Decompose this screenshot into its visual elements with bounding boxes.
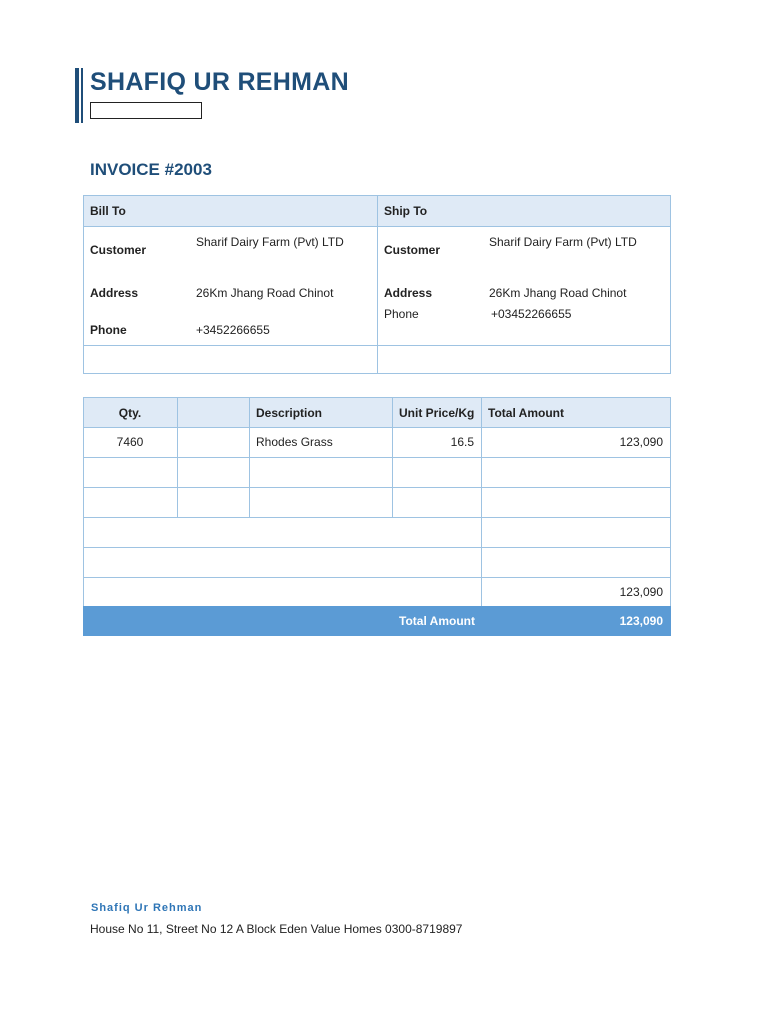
party-footer-divider xyxy=(84,345,670,346)
row1-qty: 7460 xyxy=(116,435,144,449)
footer-address: House No 11, Street No 12 A Block Eden Value Homes 0300-8719897 xyxy=(90,922,463,936)
bill-customer-value: Sharif Dairy Farm (Pvt) LTD xyxy=(196,235,344,249)
bill-phone-value: +3452266655 xyxy=(196,323,270,337)
company-name: SHAFIQ UR REHMAN xyxy=(90,68,349,96)
invoice-title: INVOICE #2003 xyxy=(90,160,212,179)
subtotal-value: 123,090 xyxy=(619,585,663,599)
ship-phone-value: +03452266655 xyxy=(491,307,572,321)
col-qty-header: Qty. xyxy=(118,406,142,420)
ship-customer-label: Customer xyxy=(384,243,441,257)
row1-unit-price: 16.5 xyxy=(450,435,474,449)
bill-to-heading: Bill To xyxy=(90,204,126,218)
col-total-header: Total Amount xyxy=(488,406,564,420)
ship-customer-value: Sharif Dairy Farm (Pvt) LTD xyxy=(489,235,637,249)
col-unit-price-header: Unit Price/Kg xyxy=(399,406,475,420)
bill-address-label: Address xyxy=(90,286,139,300)
party-column-divider xyxy=(377,196,378,374)
blank-field-box xyxy=(90,102,202,119)
header-accent-bar-thin xyxy=(81,68,83,123)
ship-to-heading: Ship To xyxy=(384,204,428,218)
ship-address-label: Address xyxy=(384,286,433,300)
footer-name: Shafiq Ur Rehman xyxy=(91,902,203,914)
row1-description: Rhodes Grass xyxy=(256,435,333,449)
header-accent-bar xyxy=(75,68,79,123)
col-description-header: Description xyxy=(256,406,323,420)
total-amount-label: Total Amount xyxy=(399,614,475,628)
total-amount-value: 123,090 xyxy=(619,614,663,628)
party-details-table xyxy=(83,195,671,374)
ship-phone-label: Phone xyxy=(384,307,419,321)
bill-customer-label: Customer xyxy=(90,243,147,257)
bill-address-value: 26Km Jhang Road Chinot xyxy=(196,286,334,300)
row1-total: 123,090 xyxy=(619,435,663,449)
ship-address-value: 26Km Jhang Road Chinot xyxy=(489,286,627,300)
bill-phone-label: Phone xyxy=(90,323,127,337)
